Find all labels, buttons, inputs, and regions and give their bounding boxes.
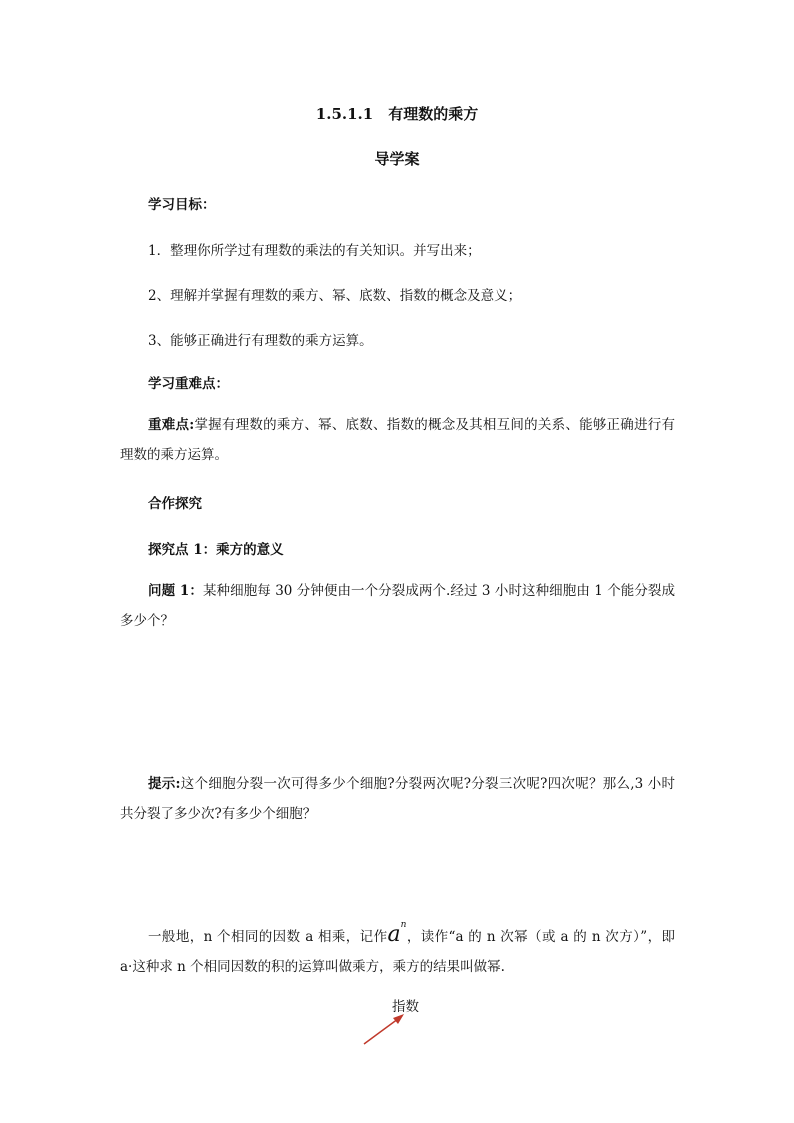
key-points-heading: 学习重难点： — [148, 376, 229, 392]
objective-item-3: 3、能够正确进行有理数的乘方运算。 — [148, 333, 373, 349]
objective-item-1: 1．整理你所学过有理数的乘法的有关知识。并写出来； — [148, 243, 481, 259]
question-1-text: 某种细胞每 30 分钟便由一个分裂成两个.经过 3 小时这种细胞由 1 个能分裂成多少个？ — [120, 583, 675, 629]
key-points-label: 重难点: — [148, 417, 195, 433]
exponent-arrow-icon — [360, 1012, 408, 1048]
hint-paragraph — [120, 769, 675, 829]
power-notation — [388, 922, 407, 947]
key-points-text: 掌握有理数的乘方、幂、底数、指数的概念及其相互间的关系、能够正确进行有理数的乘方运算。 — [120, 417, 676, 463]
key-points-paragraph — [120, 410, 675, 470]
page-subtitle: 导学案 — [374, 150, 420, 168]
question-1-label: 问题 1： — [148, 583, 203, 599]
power-exponent: n — [400, 920, 407, 930]
objectives-heading: 学习目标： — [148, 197, 216, 213]
exponent-label: 指数 — [392, 999, 419, 1015]
exploration-point-title: 探究点 1：乘方的意义 — [148, 542, 284, 558]
hint-label: 提示: — [148, 776, 181, 792]
page-title: 1.5.1.1 有理数的乘方 — [315, 105, 479, 123]
definition-text-2: ，读作“a 的 n 次幂（或 a 的 n 次方）”，即 a·这种求 n 个相同因数的积的运算叫做乘方，乘方的结果叫做幂. — [120, 929, 676, 975]
objective-item-2: 2、理解并掌握有理数的乘方、幂、底数、指数的概念及意义； — [148, 288, 522, 304]
power-base: a — [387, 922, 401, 947]
hint-text: 这个细胞分裂一次可得多少个细胞?分裂两次呢?分裂三次呢?四次呢？那么,3 小时共分裂了多少次?有多少个细胞？ — [120, 776, 675, 822]
definition-text-1: 一般地，n 个相同的因数 a 相乘，记作 — [148, 929, 388, 945]
definition-paragraph — [120, 910, 675, 982]
cooperation-heading: 合作探究 — [148, 496, 202, 512]
question-1-paragraph — [120, 576, 675, 636]
